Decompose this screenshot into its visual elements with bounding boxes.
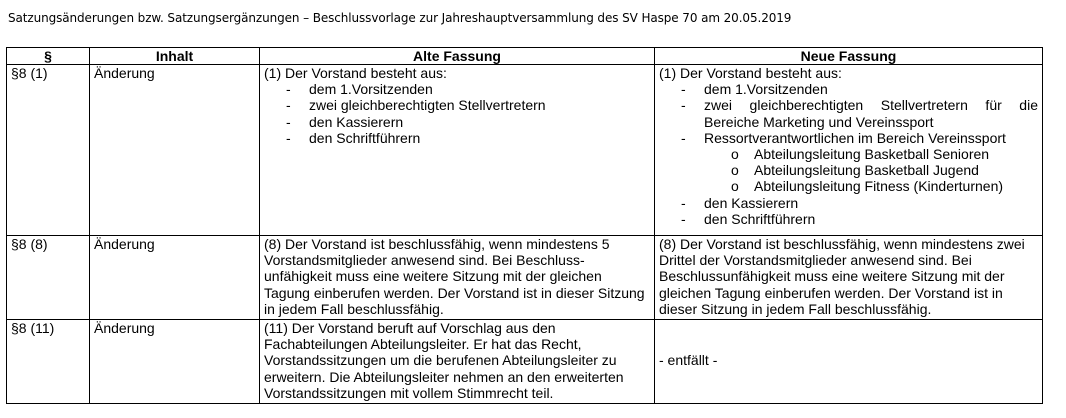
list-item: - zwei gleichberechtigten Stellvertretern für die Bereiche Marketing und Vereinssport — [659, 97, 1038, 129]
cell-old-version: (11) Der Vorstand beruft auf Vorschlag aus den Fachabteilungen Abteilungsleiter. Er hat das Recht, Vorstandssitzungen um die berufenen Abteilungsleiter zu erweitern. Die Abteilungsleiter nehmen an den erweiterten Vorstandssitzungen mit vollem Stimmrecht teil. — [260, 320, 655, 404]
sublist-item: o Abteilungsleitung Basketball Jugend — [659, 162, 1038, 178]
list-item: - dem 1.Vorsitzenden — [264, 81, 650, 97]
cell-paragraph: §8 (11) — [7, 320, 90, 404]
list-item: - den Kassierern — [264, 114, 650, 130]
cell-old-version: (8) Der Vorstand ist beschlussfähig, wenn mindestens 5 Vorstandsmitglieder anwesend sind. Bei Beschluss-unfähigkeit muss eine weitere Sitzung mit der gleichen Tagung einberufen werden. Der Vorstand ist in dieser Sitzung in jedem Fall beschlussfähig. — [260, 236, 655, 320]
cell-paragraph: §8 (1) — [7, 65, 90, 236]
cell-content: Änderung — [90, 236, 260, 320]
cell-new-version: - entfällt - — [655, 320, 1043, 404]
header-new-version: Neue Fassung — [655, 48, 1043, 65]
list-item: - den Kassierern — [659, 195, 1038, 211]
header-content: Inhalt — [90, 48, 260, 65]
list-item: - den Schriftführern — [264, 130, 650, 146]
header-old-version: Alte Fassung — [260, 48, 655, 65]
cell-old-version — [260, 65, 655, 236]
cell-paragraph: §8 (8) — [7, 236, 90, 320]
cell-content: Änderung — [90, 320, 260, 404]
list-item: - zwei gleichberechtigten Stellvertretern — [264, 97, 650, 113]
list-item: - dem 1.Vorsitzenden — [659, 81, 1038, 97]
sublist-item: o Abteilungsleitung Fitness (Kinderturnen) — [659, 178, 1038, 194]
table-row — [7, 320, 1043, 404]
header-paragraph: § — [7, 48, 90, 65]
new-intro: (1) Der Vorstand besteht aus: — [659, 65, 842, 81]
cell-new-version: (8) Der Vorstand ist beschlussfähig, wenn mindestens zwei Drittel der Vorstandsmitglieder anwesend sind. Bei Beschlussunfähigkeit muss eine weitere Sitzung mit der gleichen Tagung einberufen werden. Der Vorstand ist in dieser Sitzung in jedem Fall beschlussfähig. — [655, 236, 1043, 320]
table-header-row — [7, 48, 1043, 65]
new-member-list-continued — [659, 195, 1038, 227]
table-row — [7, 236, 1043, 320]
cell-new-version — [655, 65, 1043, 236]
sublist-item: o Abteilungsleitung Basketball Senioren — [659, 146, 1038, 162]
table-row — [7, 65, 1043, 236]
new-member-list — [659, 81, 1038, 146]
cell-content: Änderung — [90, 65, 260, 236]
document-title: Satzungsänderungen bzw. Satzungsergänzungen – Beschlussvorlage zur Jahreshauptversammlung des SV Haspe 70 am 20.05.2019 — [8, 11, 792, 25]
list-item: - Ressortverantwortlichen im Bereich Vereinssport — [659, 130, 1038, 146]
old-intro: (1) Der Vorstand besteht aus: — [264, 65, 447, 81]
resolution-table — [6, 47, 1043, 404]
list-item: - den Schriftführern — [659, 211, 1038, 227]
old-member-list — [264, 81, 650, 146]
new-sublist — [659, 146, 1038, 195]
